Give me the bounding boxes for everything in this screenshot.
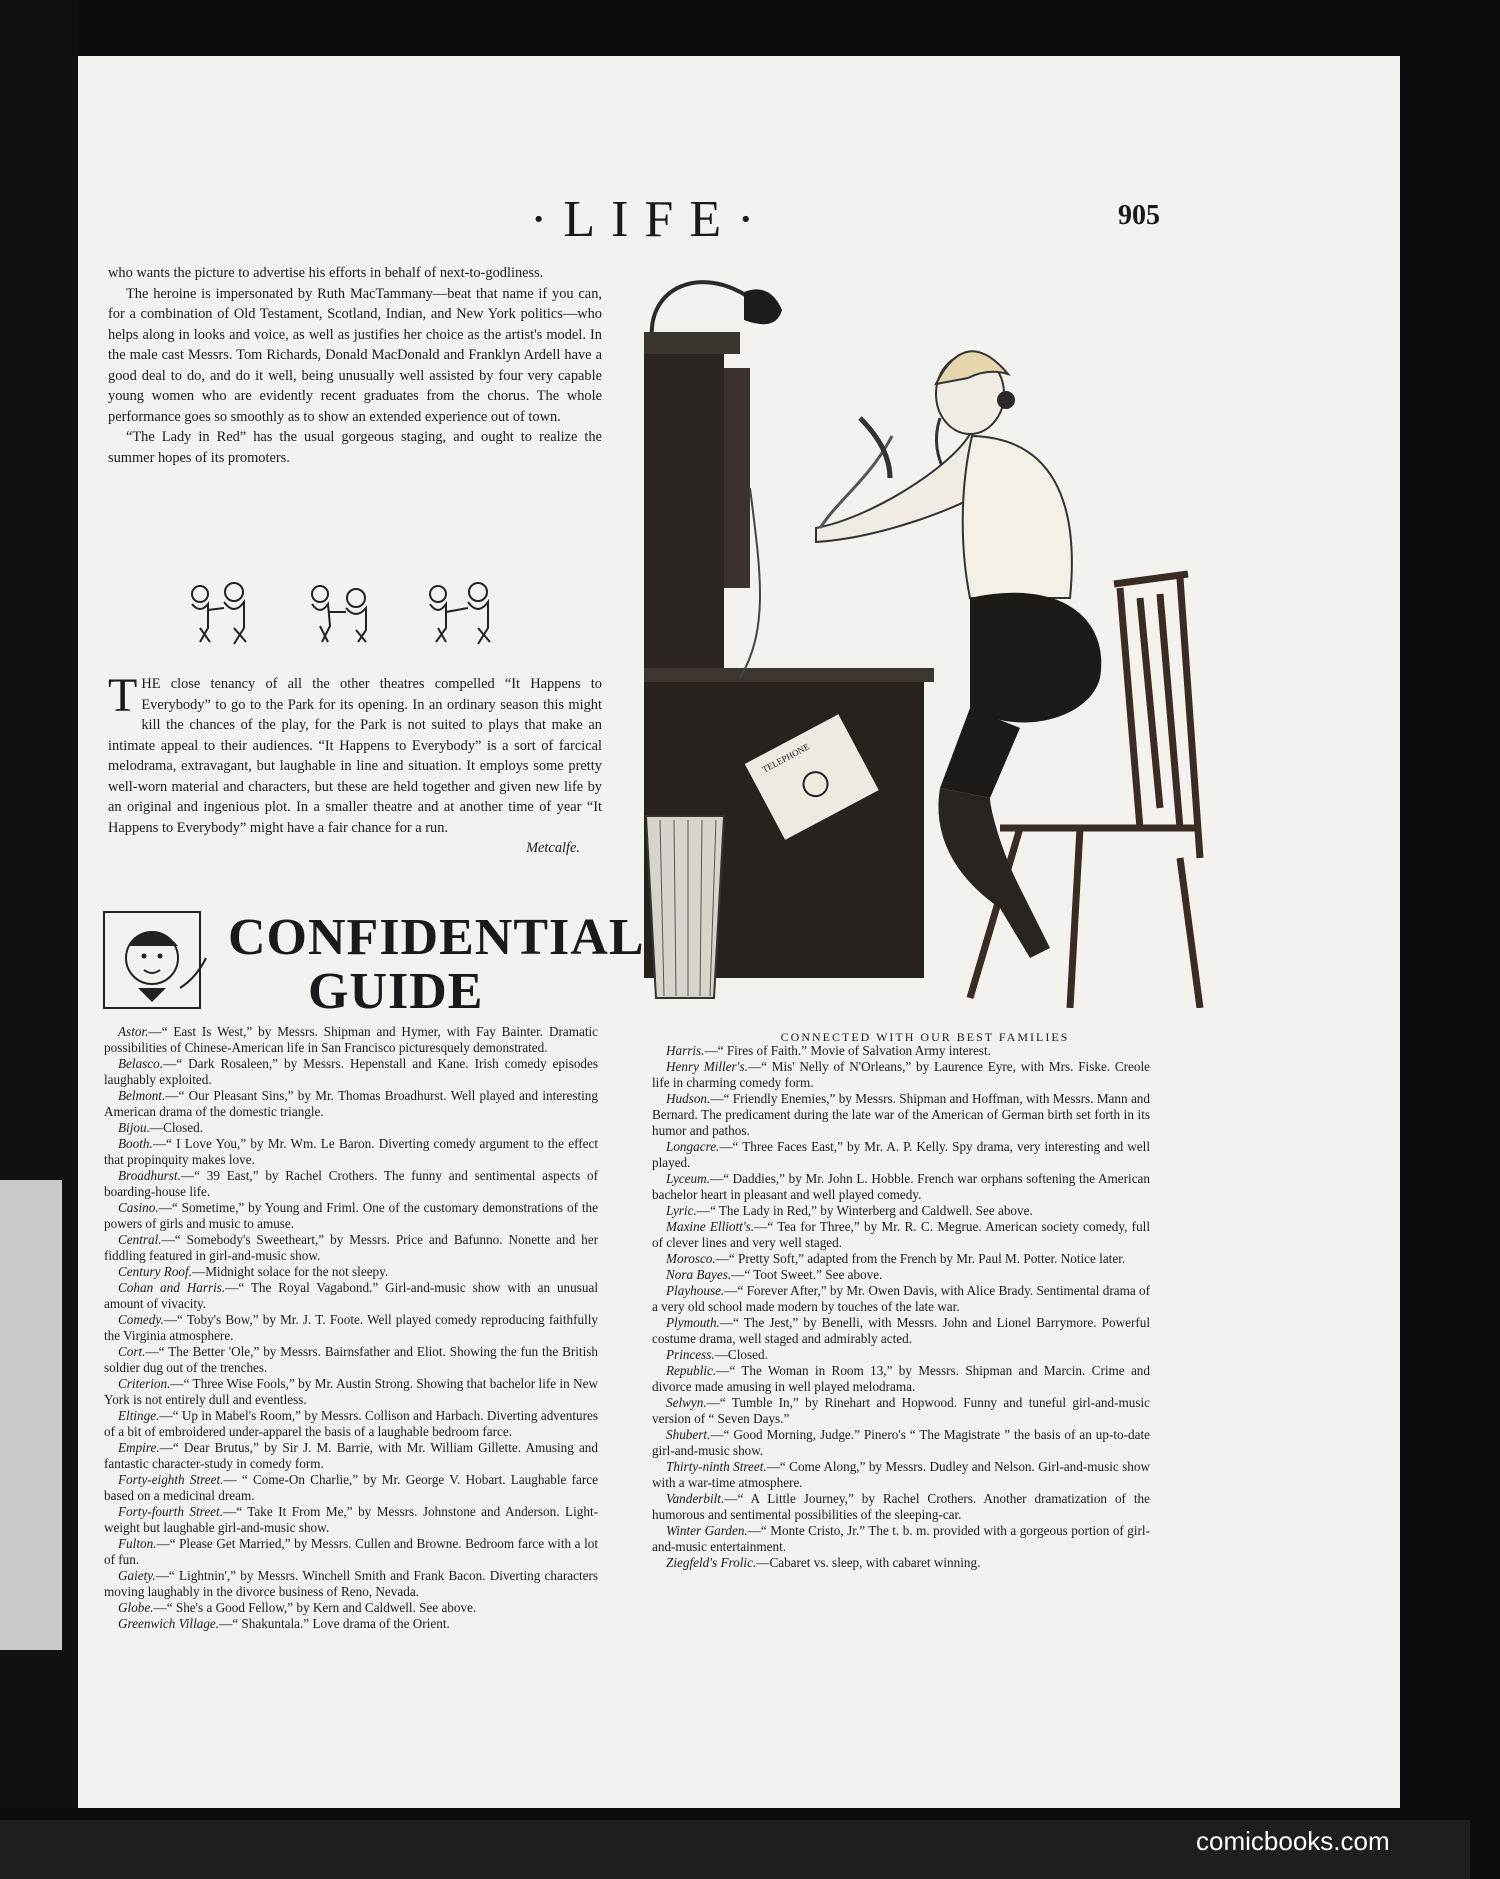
entry-description: —“ The Royal Vagabond.” Girl-and-music show with an unusual amount of vivacity. <box>104 1280 598 1311</box>
entry-description: —“ Three Faces East,” by Mr. A. P. Kelly. Spy drama, very interesting and well played. <box>652 1139 1150 1170</box>
guide-listing-right <box>652 1043 1150 1571</box>
theatre-name: Longacre. <box>666 1139 720 1154</box>
theatre-name: Century Roof. <box>118 1264 192 1279</box>
entry-description: —“ Forever After,” by Mr. Owen Davis, with Alice Brady. Sentimental drama of a very old school made modern by touches of the late war. <box>652 1283 1150 1314</box>
guide-entry <box>104 1472 598 1504</box>
guide-entry <box>652 1203 1150 1219</box>
guide-entry <box>652 1059 1150 1091</box>
theatre-name: Republic. <box>666 1363 717 1378</box>
guide-entry <box>652 1347 1150 1363</box>
entry-description: —“ Tumble In,” by Rinehart and Hopwood. Funny and tuneful girl-and-music version of “ Seven Days.” <box>652 1395 1150 1426</box>
theatre-name: Winter Garden. <box>666 1523 748 1538</box>
telephone-operator-illustration <box>640 268 1220 1008</box>
entry-description: —“ Lightnin',” by Messrs. Winchell Smith and Frank Bacon. Diverting characters moving laughably in the divorce business of Reno, Nevada. <box>104 1568 598 1599</box>
guide-entry <box>104 1568 598 1600</box>
entry-description: —Closed. <box>714 1347 768 1362</box>
theatre-name: Selwyn. <box>666 1395 707 1410</box>
entry-description: —“ Good Morning, Judge.” Pinero's “ The Magistrate ” the basis of an up-to-date girl-and-music show. <box>652 1427 1150 1458</box>
review-paragraph <box>108 669 602 838</box>
theatre-name: Shubert. <box>666 1427 711 1442</box>
review-paragraph: “The Lady in Red” has the usual gorgeous staging, and ought to realize the summer hopes of its promoters. <box>108 429 602 466</box>
guide-entry <box>104 1024 598 1056</box>
theatre-name: Belmont. <box>118 1088 166 1103</box>
entry-description: —Midnight solace for the not sleepy. <box>192 1264 389 1279</box>
guide-entry <box>104 1344 598 1376</box>
guide-entry <box>652 1523 1150 1555</box>
guide-entry <box>104 1504 598 1536</box>
entry-description: —“ Sometime,” by Young and Friml. One of the customary demonstrations of the powers of girls and music to amuse. <box>104 1200 598 1231</box>
entry-description: —“ Dark Rosaleen,” by Messrs. Hepenstall and Kane. Irish comedy episodes laughably exploited. <box>104 1056 598 1087</box>
entry-description: —“ Three Wise Fools,” by Mr. Austin Strong. Showing that bachelor life in New York is not entirely dull and eventless. <box>104 1376 598 1407</box>
guide-entry <box>652 1363 1150 1395</box>
watermark: comicbooks.com <box>1196 1826 1390 1856</box>
theatre-name: Globe. <box>118 1600 154 1615</box>
guide-entry <box>104 1376 598 1408</box>
entry-description: —“ East Is West,” by Messrs. Shipman and Hymer, with Fay Bainter. Dramatic possibilities of Chinese-American life in San Francisco picturesquely demonstrated. <box>104 1024 598 1055</box>
theatre-name: Nora Bayes. <box>666 1267 732 1282</box>
entry-description: —“ The Jest,” by Benelli, with Messrs. John and Lionel Barrymore. Powerful costume drama, well staged and admirably acted. <box>652 1315 1150 1346</box>
guide-entry <box>104 1312 598 1344</box>
theatre-name: Greenwich Village. <box>118 1616 220 1631</box>
guide-entry <box>104 1232 598 1264</box>
entry-description: —Closed. <box>149 1120 203 1135</box>
guide-entry <box>652 1395 1150 1427</box>
entry-description: —Cabaret vs. sleep, with cabaret winning. <box>756 1555 981 1570</box>
theatre-name: Ziegfeld's Frolic. <box>666 1555 757 1570</box>
guide-entry <box>652 1315 1150 1347</box>
guide-entry <box>104 1408 598 1440</box>
guide-entry <box>652 1283 1150 1315</box>
theatre-name: Henry Miller's. <box>666 1059 748 1074</box>
review-body: HE close tenancy of all the other theatres compelled “It Happens to Everybody” to go to the Park for its opening. In an ordinary season this might kill the chances of the play, for the Park is not suited to plays that make an intimate appeal to their audiences. “It Happens to Everybody” is a sort of farcical melodrama, extravagant, but laughable in line and situation. It employs some pretty well-worn material and characters, but these are held together and given new life by an original and ingenious plot. In a smaller theatre and at another time of year “It Happens to Everybody” might have a fair chance for a run. <box>108 676 602 836</box>
theatre-name: Vanderbilt. <box>666 1491 725 1506</box>
entry-description: —“ The Better 'Ole,” by Messrs. Bairnsfather and Eliot. Showing the fun the British soldier dug out of the trenches. <box>104 1344 598 1375</box>
theatre-name: Broadhurst. <box>118 1168 181 1183</box>
guide-entry <box>104 1536 598 1568</box>
page-number: 905 <box>1118 200 1160 231</box>
guide-entry <box>104 1600 598 1616</box>
review-column <box>108 263 602 468</box>
theatre-name: Playhouse. <box>666 1283 725 1298</box>
entry-description: —“ I Love You,” by Mr. Wm. Le Baron. Diverting comedy argument to the effect that propinquity makes love. <box>104 1136 598 1167</box>
guide-entry <box>652 1219 1150 1251</box>
magazine-masthead: ·LIFE· <box>530 191 771 248</box>
theatre-name: Harris. <box>666 1043 705 1058</box>
guide-entry <box>652 1491 1150 1523</box>
entry-description: —“ Pretty Soft,” adapted from the French by Mr. Paul M. Potter. Notice later. <box>715 1251 1126 1266</box>
guide-entry <box>652 1043 1150 1059</box>
cartoon-pair <box>312 586 366 642</box>
theatre-name: Criterion. <box>118 1376 171 1391</box>
guide-entry <box>104 1200 598 1232</box>
guide-entry <box>104 1440 598 1472</box>
theatre-name: Forty-eighth Street. <box>118 1472 224 1487</box>
guide-entry <box>652 1091 1150 1139</box>
theatre-name: Princess. <box>666 1347 715 1362</box>
entry-description: —“ Mis' Nelly of N'Orleans,” by Laurence Eyre, with Mrs. Fiske. Creole life in charming comedy form. <box>652 1059 1150 1090</box>
guide-entry <box>652 1171 1150 1203</box>
guide-listing-left <box>104 1024 598 1632</box>
entry-description: —“ Fires of Faith.” Movie of Salvation Army interest. <box>704 1043 991 1058</box>
entry-description: —“ Shakuntala.” Love drama of the Orient. <box>219 1616 450 1631</box>
theatre-name: Lyric. <box>666 1203 697 1218</box>
theatre-name: Cort. <box>118 1344 146 1359</box>
theatre-name: Gaiety. <box>118 1568 156 1583</box>
theatre-name: Booth. <box>118 1136 153 1151</box>
guide-title: CONFIDENTIAL <box>228 909 645 966</box>
entry-description: —“ Up in Mabel's Room,” by Messrs. Collison and Harbach. Diverting adventures of a bit of embroidered under-apparel the basis of a laughable bedroom farce. <box>104 1408 598 1439</box>
theatre-name: Lyceum. <box>666 1171 710 1186</box>
guide-entry <box>652 1267 1150 1283</box>
theatre-name: Morosco. <box>666 1251 716 1266</box>
theatre-name: Cohan and Harris. <box>118 1280 226 1295</box>
guide-entry <box>652 1555 1150 1571</box>
theatre-name: Forty-fourth Street. <box>118 1504 223 1519</box>
theatre-name: Plymouth. <box>666 1315 720 1330</box>
entry-description: —“ The Woman in Room 13,” by Messrs. Shipman and Marcin. Crime and divorce made amusing in well played melodrama. <box>652 1363 1150 1394</box>
guide-entry <box>104 1056 598 1088</box>
theatre-name: Fulton. <box>118 1536 157 1551</box>
drop-cap: T <box>108 669 138 722</box>
entry-description: —“ Come Along,” by Messrs. Dudley and Nelson. Girl-and-music show with a war-time atmosphere. <box>652 1459 1151 1490</box>
guide-entry <box>104 1616 598 1632</box>
theatre-name: Central. <box>118 1232 162 1247</box>
entry-description: —“ 39 East,” by Rachel Crothers. The funny and sentimental aspects of boarding-house life. <box>104 1168 598 1199</box>
entry-description: —“ Dear Brutus,” by Sir J. M. Barrie, with Mr. William Gillette. Amusing and fantastic character-study in comedy form. <box>104 1440 598 1471</box>
guide-entry <box>652 1427 1150 1459</box>
entry-description: —“ A Little Journey,” by Rachel Crothers. Another dramatization of the humorous and sentimental possibilities of the sleeping-car. <box>652 1491 1150 1522</box>
guide-entry <box>104 1120 598 1136</box>
guide-entry <box>652 1251 1150 1267</box>
entry-description: —“ Somebody's Sweetheart,” by Messrs. Price and Bafunno. Nonette and her fiddling featured in girl-and-music show. <box>104 1232 598 1263</box>
theatre-name: Hudson. <box>666 1091 711 1106</box>
cartoon-pair <box>430 583 490 644</box>
theatre-name: Bijou. <box>118 1120 150 1135</box>
entry-description: —“ The Lady in Red,” by Winterberg and Caldwell. See above. <box>696 1203 1033 1218</box>
entry-description: —“ Toby's Bow,” by Mr. J. T. Foote. Well played comedy reproducing faithfully the Virginia atmosphere. <box>104 1312 598 1343</box>
cartoon-pair <box>192 583 246 644</box>
guide-entry <box>104 1280 598 1312</box>
theatre-name: Empire. <box>118 1440 160 1455</box>
guide-entry <box>652 1139 1150 1171</box>
theatre-name: Eltinge. <box>118 1408 160 1423</box>
guide-entry <box>104 1264 598 1280</box>
adjacent-page-fragment <box>0 1180 62 1650</box>
entry-description: —“ Tea for Three,” by Mr. R. C. Megrue. American society comedy, full of clever lines and very well staged. <box>652 1219 1150 1250</box>
theatre-name: Astor. <box>118 1024 149 1039</box>
entry-description: —“ Our Pleasant Sins,” by Mr. Thomas Broadhurst. Well played and interesting American drama of the domestic triangle. <box>104 1088 598 1119</box>
entry-description: —“ Take It From Me,” by Messrs. Johnstone and Anderson. Light-weight but laughable girl-and-music show. <box>104 1504 599 1535</box>
review-paragraph: The heroine is impersonated by Ruth MacTammany—beat that name if you can, for a combination of Old Testament, Scotland, Indian, and New York politics—who helps along in looks and voice, as well as justifies her choice as the artist's model. In the male cast Messrs. Tom Richards, Donald MacDonald and Franklyn Ardell have a good deal to do, and do it well, being unusually well assisted by four very capable young women who are evidently recent graduates from the chorus. The whole performance goes so smoothly as to show an extended experience out of town. <box>108 285 602 425</box>
svg-text:TELEPHONE: TELEPHONE <box>760 741 812 775</box>
guide-entry <box>104 1168 598 1200</box>
entry-description: —“ Toot Sweet.” See above. <box>731 1267 883 1282</box>
guide-title-second-line: GUIDE <box>308 963 484 1020</box>
entry-description: — “ Come-On Charlie,” by Mr. George V. Hobart. Laughable farce based on a medicinal dream. <box>104 1472 598 1503</box>
right-scan-edge <box>1400 0 1500 1879</box>
review-paragraph: who wants the picture to advertise his efforts in behalf of next-to-godliness. <box>108 265 544 281</box>
second-review <box>108 669 602 859</box>
guide-entry <box>104 1136 598 1168</box>
theatre-name: Casino. <box>118 1200 159 1215</box>
theatre-name: Maxine Elliott's. <box>666 1219 755 1234</box>
guide-entry <box>104 1088 598 1120</box>
theatre-name: Comedy. <box>118 1312 164 1327</box>
cartoon-figures-ornament <box>178 580 518 648</box>
entry-description: —“ Daddies,” by Mr. John L. Hobble. French war orphans softening the American bachelor heart in pleasant and well played comedy. <box>652 1171 1150 1202</box>
entry-description: —“ She's a Good Fellow,” by Kern and Caldwell. See above. <box>153 1600 477 1615</box>
guide-entry <box>652 1459 1150 1491</box>
theatre-name: Thirty-ninth Street. <box>666 1459 767 1474</box>
entry-description: —“ Friendly Enemies,” by Messrs. Shipman and Hoffman, with Messrs. Mann and Bernard. The predicament during the late war of the American of German birth set forth in its humor and pathos. <box>652 1091 1150 1138</box>
theatre-name: Belasco. <box>118 1056 164 1071</box>
entry-description: —“ Monte Cristo, Jr.” The t. b. m. provided with a gorgeous portion of girl-and-music entertainment. <box>652 1523 1150 1554</box>
reviewer-signature: Metcalfe. <box>526 840 580 856</box>
entry-description: —“ Please Get Married,” by Messrs. Cullen and Browne. Bedroom farce with a lot of fun. <box>104 1536 598 1567</box>
illustration-caption: CONNECTED WITH OUR BEST FAMILIES <box>780 1030 1070 1044</box>
